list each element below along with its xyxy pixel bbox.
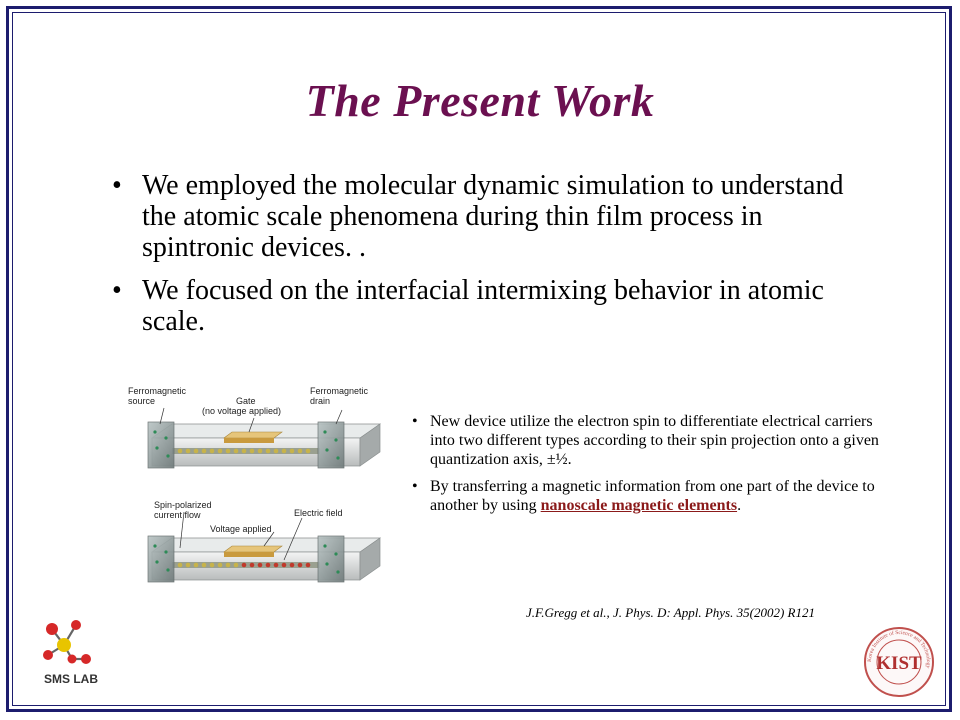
sms-lab-label: SMS LAB (44, 672, 98, 686)
bullet-marker: • (412, 413, 418, 430)
label-electric-field: Electric field (294, 508, 343, 518)
label-ferromagnetic-drain: Ferromagnetic drain (310, 386, 369, 406)
detail-bullet-text: By transferring a magnetic information from one part of the device to another by using (430, 478, 875, 514)
device-bottom (148, 500, 380, 582)
detail-bullet-suffix: . (737, 497, 742, 514)
detail-bullet-item (410, 477, 890, 515)
main-bullet-text: We employed the molecular dynamic simulation to understand the atomic scale phenomena during thin film process in spintronic devices. . (142, 170, 844, 263)
main-bullet-list (112, 170, 872, 349)
sms-lab-logo (34, 615, 114, 695)
main-bullet-item (112, 275, 872, 337)
main-bullet-text: We focused on the interfacial intermixing behavior in atomic scale. (142, 275, 824, 337)
label-spin-polarized-current: Spin-polarized current flow (154, 500, 212, 520)
bullet-marker: • (412, 478, 418, 495)
detail-bullet-item (410, 412, 890, 469)
device-top (128, 386, 380, 468)
bullet-marker: • (112, 170, 122, 201)
bullet-marker: • (112, 275, 122, 306)
kist-logo (862, 625, 936, 699)
label-ferromagnetic-source: Ferromagnetic source (128, 386, 187, 406)
label-voltage-applied: Voltage applied (210, 524, 272, 534)
detail-bullet-list (410, 412, 890, 523)
spintronic-device-figure (124, 380, 396, 608)
nanoscale-magnetic-elements-link[interactable]: nanoscale magnetic elements (540, 497, 738, 514)
kist-ring-text: Korea Institute of Science and Technology (866, 629, 932, 669)
label-gate: Gate (no voltage applied) (202, 396, 282, 416)
slide-title: The Present Work (305, 75, 655, 126)
kist-letters: KIST (876, 653, 922, 674)
citation: J.F.Gregg et al., J. Phys. D: Appl. Phys. 35(2002) R121 (526, 605, 815, 620)
main-bullet-item (112, 170, 872, 263)
detail-bullet-text: New device utilize the electron spin to differentiate electrical carriers into two different types according to their spin projection onto a given quantization axis, ±½. (430, 413, 879, 468)
